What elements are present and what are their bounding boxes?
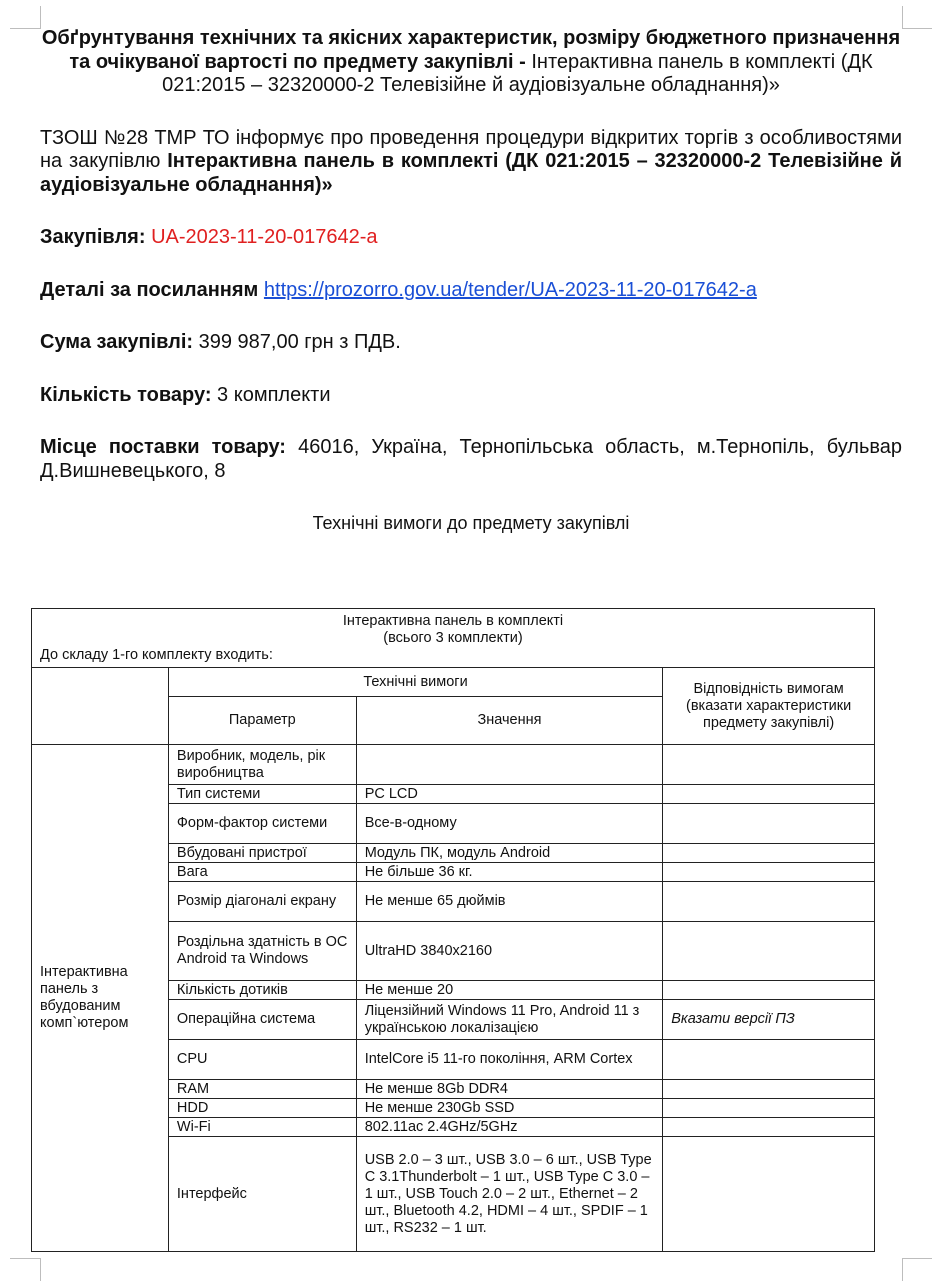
sum-value: 399 987,00 грн з ПДВ.	[198, 331, 401, 353]
value-cell: Все-в-одному	[356, 804, 663, 844]
details-line	[40, 279, 902, 303]
value-cell: 802.11ac 2.4GHz/5GHz	[356, 1118, 663, 1137]
page-corner-mark	[10, 6, 41, 29]
sum-line	[40, 331, 902, 355]
page-corner-mark	[902, 6, 932, 29]
header-value: Значення	[356, 697, 663, 745]
compliance-cell[interactable]	[663, 863, 875, 882]
delivery-value: 46016, Україна, Тернопільська область, м.Тернопіль, бульвар Д.Вишневецького, 8	[40, 436, 903, 482]
value-cell: Не менше 20	[356, 981, 663, 1000]
table-title: Технічні вимоги до предмету закупівлі	[312, 513, 630, 533]
param-cell: Вбудовані пристрої	[168, 844, 356, 863]
value-cell: Не більше 36 кг.	[356, 863, 663, 882]
compliance-cell[interactable]	[663, 804, 875, 844]
caption-subtitle: (всього 3 комплекти)	[383, 630, 523, 646]
table-row	[32, 745, 875, 785]
compliance-cell[interactable]	[663, 981, 875, 1000]
heading-normal: Інтерактивна панель в комплекті (ДК 021:2015 – 32320000-2 Телевізійне й аудіовізуальне обладнання)»	[162, 50, 873, 96]
param-cell: RAM	[168, 1080, 356, 1099]
compliance-cell[interactable]	[663, 1099, 875, 1118]
compliance-cell[interactable]	[663, 1040, 875, 1080]
quantity-label: Кількість товару:	[40, 383, 212, 406]
value-cell: USB 2.0 – 3 шт., USB 3.0 – 6 шт., USB Type C 3.1Thunderbolt – 1 шт., USB Type C 3.0 – 1 шт., USB Touch 2.0 – 2 шт., Ethernet – 2 шт., Bluetooth 4.2, HDMI – 4 шт., SPDIF – 1 шт., RS232 – 1 шт.	[356, 1137, 663, 1252]
heading-bold: Обґрунтування технічних та якісних характеристик, розміру бюджетного призначення та очікуваної вартості по предмету закупівлі -	[41, 27, 901, 73]
page-corner-mark	[902, 1258, 932, 1281]
compliance-cell[interactable]	[663, 1118, 875, 1137]
table-caption-row	[32, 609, 875, 668]
value-cell	[356, 745, 663, 785]
page-corner-mark	[10, 1258, 41, 1281]
compliance-cell[interactable]	[663, 844, 875, 863]
param-cell: Форм-фактор системи	[168, 804, 356, 844]
details-label: Деталі за посиланням	[40, 278, 259, 301]
procurement-line	[40, 226, 902, 250]
compliance-cell[interactable]	[663, 1137, 875, 1252]
table-caption	[32, 609, 875, 668]
spec-table	[31, 608, 875, 1252]
intro-paragraph	[40, 127, 902, 198]
caption-composition: До складу 1-го комплекту входить:	[40, 647, 273, 663]
value-cell: PC LCD	[356, 785, 663, 804]
procurement-label: Закупівля:	[40, 226, 146, 248]
value-cell: Ліцензійний Windows 11 Pro, Android 11 з українською локалізацією	[356, 1000, 663, 1040]
value-cell: UltraHD 3840x2160	[356, 922, 663, 981]
param-cell: Роздільна здатність в ОС Android та Windows	[168, 922, 356, 981]
header-row-1	[32, 668, 875, 697]
header-empty-cell	[32, 668, 169, 745]
group-label-cell: Інтерактивна панель з вбудованим комп`ютером	[32, 745, 169, 1252]
procurement-id: UA-2023-11-20-017642-a	[151, 226, 378, 248]
quantity-line	[40, 384, 902, 408]
compliance-cell[interactable]: Вказати версії ПЗ	[663, 1000, 875, 1040]
param-cell: HDD	[168, 1099, 356, 1118]
document-heading	[40, 27, 902, 98]
param-cell: Вага	[168, 863, 356, 882]
header-tech: Технічні вимоги	[168, 668, 662, 697]
param-cell: Wi-Fi	[168, 1118, 356, 1137]
value-cell: IntelCore i5 11-го покоління, ARM Cortex	[356, 1040, 663, 1080]
sum-label: Сума закупівлі:	[40, 331, 194, 353]
compliance-cell[interactable]	[663, 882, 875, 922]
value-cell: Не менше 230Gb SSD	[356, 1099, 663, 1118]
compliance-cell[interactable]	[663, 745, 875, 785]
value-cell: Не менше 8Gb DDR4	[356, 1080, 663, 1099]
delivery-line	[40, 436, 902, 483]
compliance-cell[interactable]	[663, 785, 875, 804]
value-cell: Не менше 65 дюймів	[356, 882, 663, 922]
compliance-cell[interactable]	[663, 922, 875, 981]
compliance-cell[interactable]	[663, 1080, 875, 1099]
param-cell: CPU	[168, 1040, 356, 1080]
param-cell: Тип системи	[168, 785, 356, 804]
param-cell: Інтерфейс	[168, 1137, 356, 1252]
quantity-value: 3 комплекти	[217, 383, 331, 406]
document-body	[40, 27, 902, 534]
intro-text: ТЗОШ №28 ТМР ТО інформує про проведення процедури відкритих торгів з особливостями на закупівлю	[40, 126, 902, 172]
caption-title: Інтерактивна панель в комплекті	[342, 613, 564, 629]
header-param: Параметр	[168, 697, 356, 745]
param-cell: Виробник, модель, рік виробництва	[168, 745, 356, 785]
param-cell: Операційна система	[168, 1000, 356, 1040]
param-cell: Кількість дотиків	[168, 981, 356, 1000]
header-compliance: Відповідність вимогам (вказати характеристики предмету закупівлі)	[663, 668, 875, 745]
delivery-label: Місце поставки товару:	[40, 436, 286, 458]
param-cell: Розмір діагоналі екрану	[168, 882, 356, 922]
value-cell: Модуль ПК, модуль Android	[356, 844, 663, 863]
intro-subject: Інтерактивна панель в комплекті (ДК 021:2015 – 32320000-2 Телевізійне й аудіовізуальне обладнання)»	[40, 150, 903, 196]
tender-link[interactable]: https://prozorro.gov.ua/tender/UA-2023-11-20-017642-a	[263, 278, 757, 301]
